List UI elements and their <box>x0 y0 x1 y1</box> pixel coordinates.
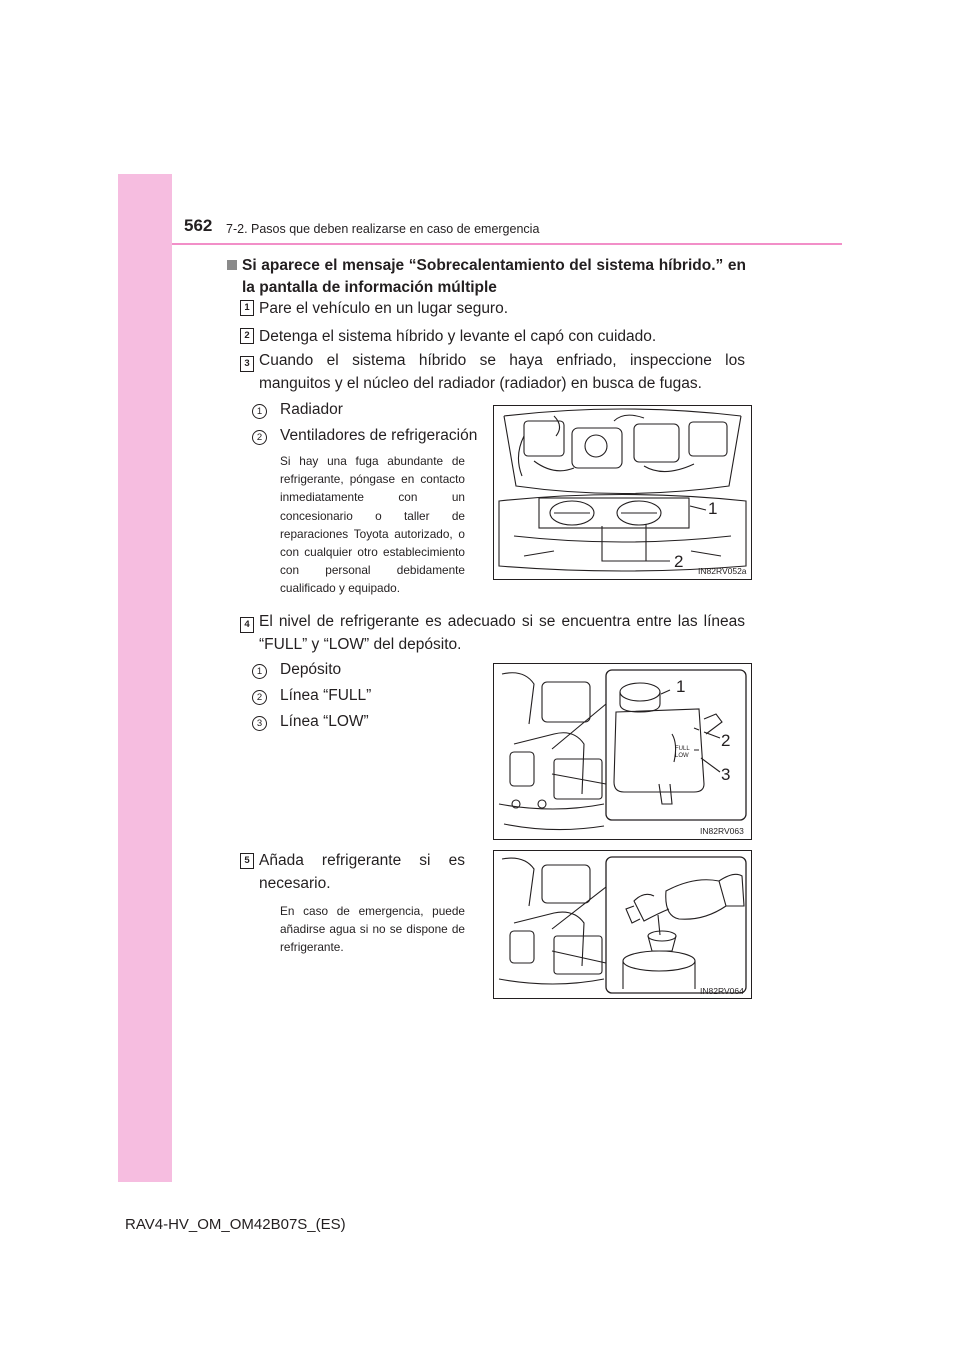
item-number: 2 <box>252 430 267 445</box>
section-heading <box>228 255 746 299</box>
callout-2: 2 <box>721 731 731 750</box>
callout-2: 2 <box>674 552 684 571</box>
tank-label-low: LOW <box>675 753 689 759</box>
add-coolant-figure <box>493 850 752 999</box>
step-5-note: En caso de emergencia, puede añadirse agua si no se dispone de refrigerante. <box>280 904 465 955</box>
callout-1: 1 <box>676 677 686 696</box>
page-number: 562 <box>184 216 213 235</box>
tank-label-full: FULL <box>675 746 690 752</box>
step-number-1: 1 <box>240 300 254 316</box>
item-label-full-line: Línea “FULL” <box>280 687 372 704</box>
step-1-text: Pare el vehículo en un lugar seguro. <box>259 300 509 317</box>
step-number-3: 3 <box>240 356 254 372</box>
callout-3: 3 <box>721 765 731 784</box>
item-number: 1 <box>252 664 267 679</box>
side-tab-band <box>118 174 172 1182</box>
item-label-reservoir: Depósito <box>280 661 342 678</box>
item-label-fans: Ventiladores de refrigeración <box>280 427 478 444</box>
item-number: 3 <box>252 716 267 731</box>
figure-code: IN82RV064 <box>700 986 744 996</box>
radiator-figure <box>493 405 752 580</box>
figure-code: IN82RV052a <box>698 566 747 576</box>
step-3-note: Si hay una fuga abundante de refrigerante, póngase en contacto inmediatamente con un concesionario o taller de reparaciones Toyota autorizado, o con cualquier otro establecimiento con personal debidamente cualificado y equipado. <box>280 454 465 596</box>
footer-doc-code: RAV4-HV_OM_OM42B07S_(ES) <box>125 1216 346 1233</box>
step-5-text: Añada refrigerante si es necesario. <box>259 852 465 892</box>
step-number-4: 4 <box>240 617 254 633</box>
chapter-title: 7-2. Pasos que deben realizarse en caso de emergencia <box>226 222 540 236</box>
step-4-text: El nivel de refrigerante es adecuado si se encuentra entre las líneas “FULL” y “LOW” del depósito. <box>259 613 745 653</box>
item-label-radiator: Radiador <box>280 401 343 418</box>
step-2-text: Detenga el sistema híbrido y levante el capó con cuidado. <box>259 328 657 345</box>
item-label-low-line: Línea “LOW” <box>280 713 369 730</box>
reservoir-figure <box>493 663 752 840</box>
header-rule <box>172 243 842 245</box>
section-heading-text: Si aparece el mensaje “Sobrecalentamiento del sistema híbrido.” en la pantalla de información múltiple <box>242 257 746 296</box>
step-number-5: 5 <box>240 853 254 869</box>
figure-code: IN82RV063 <box>700 826 744 836</box>
callout-1: 1 <box>708 499 718 518</box>
step-number-2: 2 <box>240 328 254 344</box>
step-3-text: Cuando el sistema híbrido se haya enfriado, inspeccione los manguitos y el núcleo del radiador (radiador) en busca de fugas. <box>259 352 745 392</box>
square-bullet-icon <box>227 260 237 270</box>
item-number: 1 <box>252 404 267 419</box>
item-number: 2 <box>252 690 267 705</box>
